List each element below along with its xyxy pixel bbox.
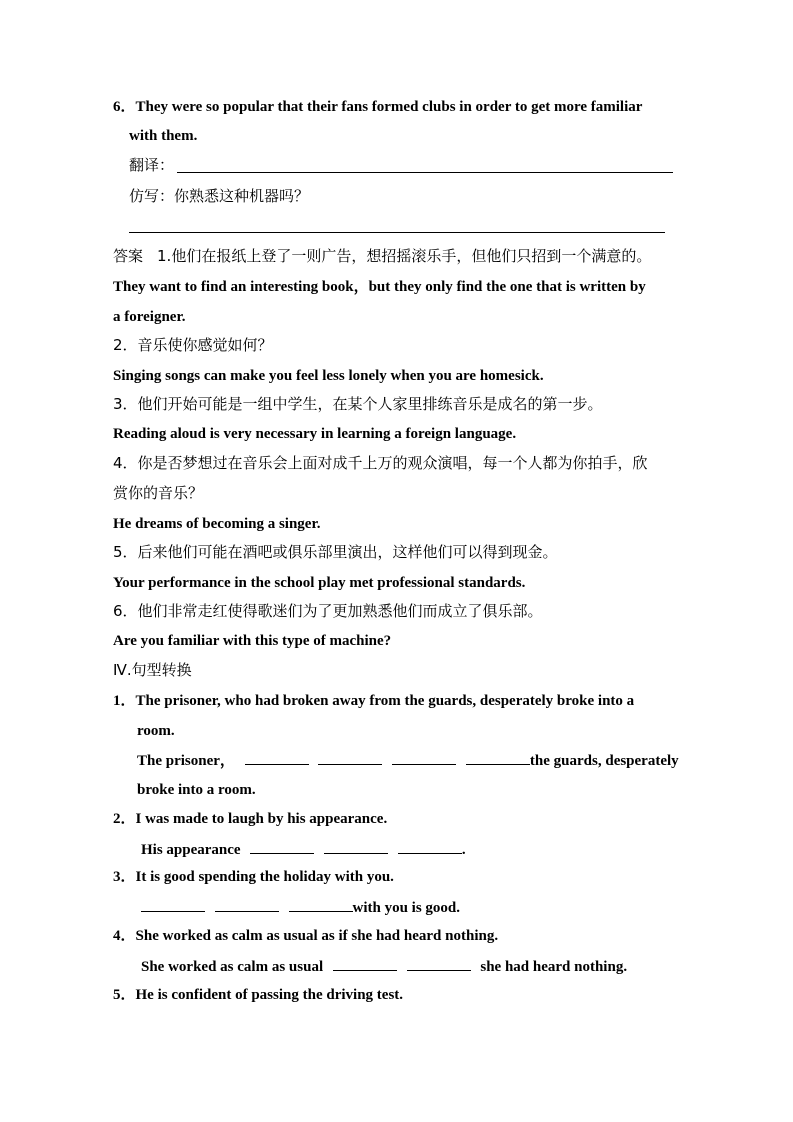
s4-item1-line1 <box>113 691 634 711</box>
s4-item1-number: 1． <box>113 693 136 709</box>
s4-item4-blank-2[interactable] <box>407 956 471 971</box>
q6-imitate-label: 仿写： <box>129 187 175 205</box>
s4-item2-rewrite-end: . <box>461 842 466 858</box>
answer-6-zh: 6．他们非常走红使得歌迷们为了更加熟悉他们而成立了俱乐部。 <box>113 602 543 620</box>
s4-item1-blank-1[interactable] <box>245 750 309 765</box>
s4-item1-rewrite-line2: broke into a room. <box>137 782 256 798</box>
s4-item2-number: 2． <box>113 811 136 827</box>
answer-3-zh: 3．他们开始可能是一组中学生，在某个人家里排练音乐是成名的第一步。 <box>113 395 603 413</box>
s4-item1-blank-3[interactable] <box>392 750 456 765</box>
answer-4-en: He dreams of becoming a singer. <box>113 516 321 532</box>
q6-line1 <box>113 97 642 117</box>
q6-imitate-prompt: 你熟悉这种机器吗？ <box>174 187 310 205</box>
s4-item2-blank-3[interactable] <box>398 839 462 854</box>
answer-4-zh-line2: 赏你的音乐？ <box>113 484 204 502</box>
s4-item1-rewrite-line <box>137 750 679 771</box>
s4-item5-sentence: He is confident of passing the driving test. <box>135 987 404 1003</box>
q6-imitate-line <box>129 186 309 206</box>
s4-item4-blank-1[interactable] <box>333 956 397 971</box>
s4-item5-line <box>113 985 403 1005</box>
q6-number: 6． <box>113 99 136 115</box>
s4-item3-number: 3． <box>113 869 136 885</box>
s4-item2-rewrite-start: His appearance <box>141 842 241 858</box>
answer-6-en: Are you familiar with this type of machine? <box>113 633 392 649</box>
s4-item4-line <box>113 926 498 946</box>
s4-item1-sentence-part1: The prisoner, who had broken away from the guards, desperately broke into a <box>135 693 635 709</box>
s4-item4-number: 4． <box>113 928 136 944</box>
s4-item3-blank-1[interactable] <box>141 897 205 912</box>
q6-translate-blank[interactable] <box>177 172 673 173</box>
s4-item5-number: 5． <box>113 987 136 1003</box>
s4-item2-sentence: I was made to laugh by his appearance. <box>135 811 388 827</box>
answer-1-zh-line <box>113 246 651 266</box>
s4-item4-sentence: She worked as calm as usual as if she had heard nothing. <box>135 928 499 944</box>
s4-item1-blank-2[interactable] <box>318 750 382 765</box>
answer-1-en-line1: They want to find an interesting book，but they only find the one that is written by <box>113 279 646 295</box>
section-4-heading: Ⅳ.句型转换 <box>113 661 192 679</box>
answers-heading: 答案 <box>113 247 144 265</box>
answer-4-zh-line1: 4．你是否梦想过在音乐会上面对成千上万的观众演唱，每一个人都为你拍手，欣 <box>113 454 648 472</box>
s4-item2-rewrite-line <box>141 839 466 860</box>
s4-item1-rewrite-start: The prisoner， <box>137 753 235 769</box>
s4-item2-line <box>113 809 387 829</box>
answer-2-en: Singing songs can make you feel less lonely when you are homesick. <box>113 368 544 384</box>
s4-item3-line <box>113 867 394 887</box>
answer-1-en-line2: a foreigner. <box>113 309 186 325</box>
s4-item1-rewrite-mid: the guards, desperately <box>529 753 679 769</box>
s4-item2-blank-2[interactable] <box>324 839 388 854</box>
answer-1-zh: 1.他们在报纸上登了一则广告，想招摇滚乐手，但他们只招到一个满意的。 <box>157 247 652 265</box>
s4-item3-rewrite-end: with you is good. <box>352 900 461 916</box>
s4-item1-blank-4[interactable] <box>466 750 530 765</box>
s4-item2-blank-1[interactable] <box>250 839 314 854</box>
s4-item3-rewrite-line <box>141 897 460 918</box>
s4-item4-rewrite-line <box>141 956 627 977</box>
answer-5-zh: 5．后来他们可能在酒吧或俱乐部里演出，这样他们可以得到现金。 <box>113 543 558 561</box>
answer-3-en: Reading aloud is very necessary in learning a foreign language. <box>113 426 517 442</box>
s4-item4-rewrite-end: she had heard nothing. <box>480 959 628 975</box>
answer-5-en: Your performance in the school play met professional standards. <box>113 575 526 591</box>
answer-2-zh: 2．音乐使你感觉如何？ <box>113 336 273 354</box>
s4-item3-blank-2[interactable] <box>215 897 279 912</box>
q6-translate-label: 翻译： <box>129 156 175 174</box>
q6-sentence-part1: They were so popular that their fans formed clubs in order to get more familiar <box>135 99 643 115</box>
q6-imitate-blank[interactable] <box>129 232 665 233</box>
s4-item1-sentence-part2: room. <box>137 723 175 739</box>
s4-item3-sentence: It is good spending the holiday with you. <box>135 869 394 885</box>
s4-item3-blank-3[interactable] <box>289 897 353 912</box>
q6-sentence-part2: with them. <box>129 128 198 144</box>
s4-item4-rewrite-start: She worked as calm as usual <box>141 959 324 975</box>
